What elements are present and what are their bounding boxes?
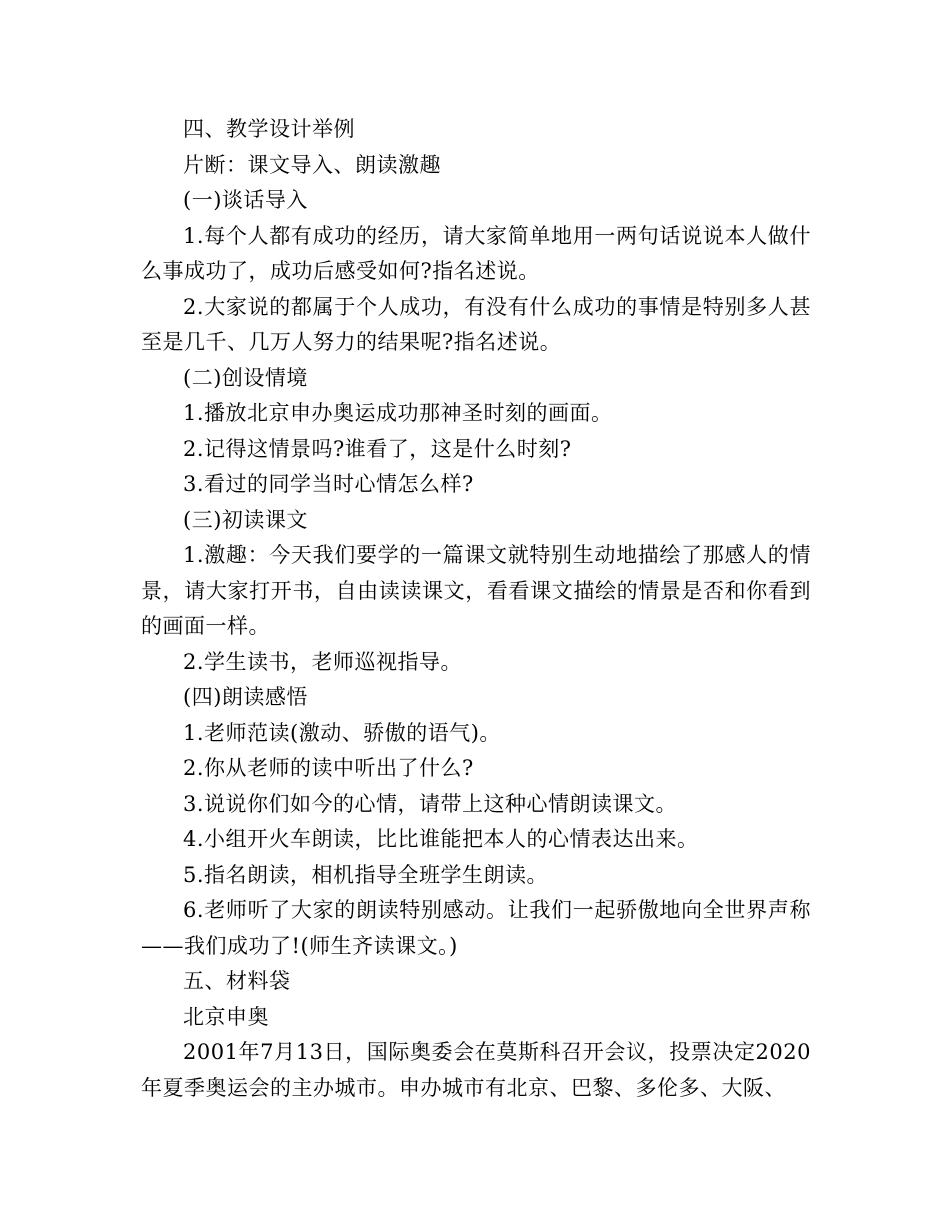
- section-heading-5: 五、材料袋: [183, 969, 291, 993]
- subsection-heading-4: (四)朗读感悟: [183, 685, 308, 709]
- document-body: [141, 112, 811, 1106]
- section-heading-4: 四、教学设计举例: [183, 117, 355, 141]
- paragraph: 1.激趣：今天我们要学的一篇课文就特别生动地描绘了那感人的情景，请大家打开书，自由读读课文，看看课文描绘的情景是否和你看到的画面一样。: [141, 543, 811, 638]
- subsection-heading-1: (一)谈话导入: [183, 188, 308, 212]
- paragraph: 2.你从老师的读中听出了什么?: [183, 756, 474, 780]
- paragraph: 6.老师听了大家的朗读特别感动。让我们一起骄傲地向全世界声称——我们成功了!(师生齐读课文。): [141, 898, 811, 958]
- material-title: 北京申奥: [183, 1004, 269, 1029]
- paragraph: 2.记得这情景吗?谁看了，这是什么时刻?: [183, 436, 572, 461]
- paragraph: 1.播放北京申办奥运成功那神圣时刻的画面。: [183, 401, 613, 425]
- paragraph: 3.看过的同学当时心情怎么样?: [183, 472, 474, 496]
- subsection-heading-3: (三)初读课文: [183, 507, 308, 532]
- paragraph: 2001年7月13日，国际奥委会在莫斯科召开会议，投票决定2020年夏季奥运会的主办城市。申办城市有北京、巴黎、多伦多、大阪、: [141, 1040, 811, 1100]
- paragraph: 2.大家说的都属于个人成功，有没有什么成功的事情是特别多人甚至是几千、几万人努力的结果呢?指名述说。: [141, 294, 811, 354]
- paragraph: 2.学生读书，老师巡视指导。: [183, 649, 463, 674]
- paragraph: 1.老师范读(激动、骄傲的语气)。: [183, 720, 501, 745]
- excerpt-title: 片断：课文导入、朗读激趣: [183, 152, 441, 177]
- paragraph: 3.说说你们如今的心情，请带上这种心情朗读课文。: [183, 791, 678, 816]
- subsection-heading-2: (二)创设情境: [183, 365, 308, 390]
- paragraph: 5.指名朗读，相机指导全班学生朗读。: [183, 862, 549, 887]
- paragraph: 1.每个人都有成功的经历，请大家简单地用一两句话说说本人做什么事成功了，成功后感受如何?指名述说。: [141, 223, 811, 283]
- paragraph: 4.小组开火车朗读，比比谁能把本人的心情表达出来。: [183, 827, 699, 851]
